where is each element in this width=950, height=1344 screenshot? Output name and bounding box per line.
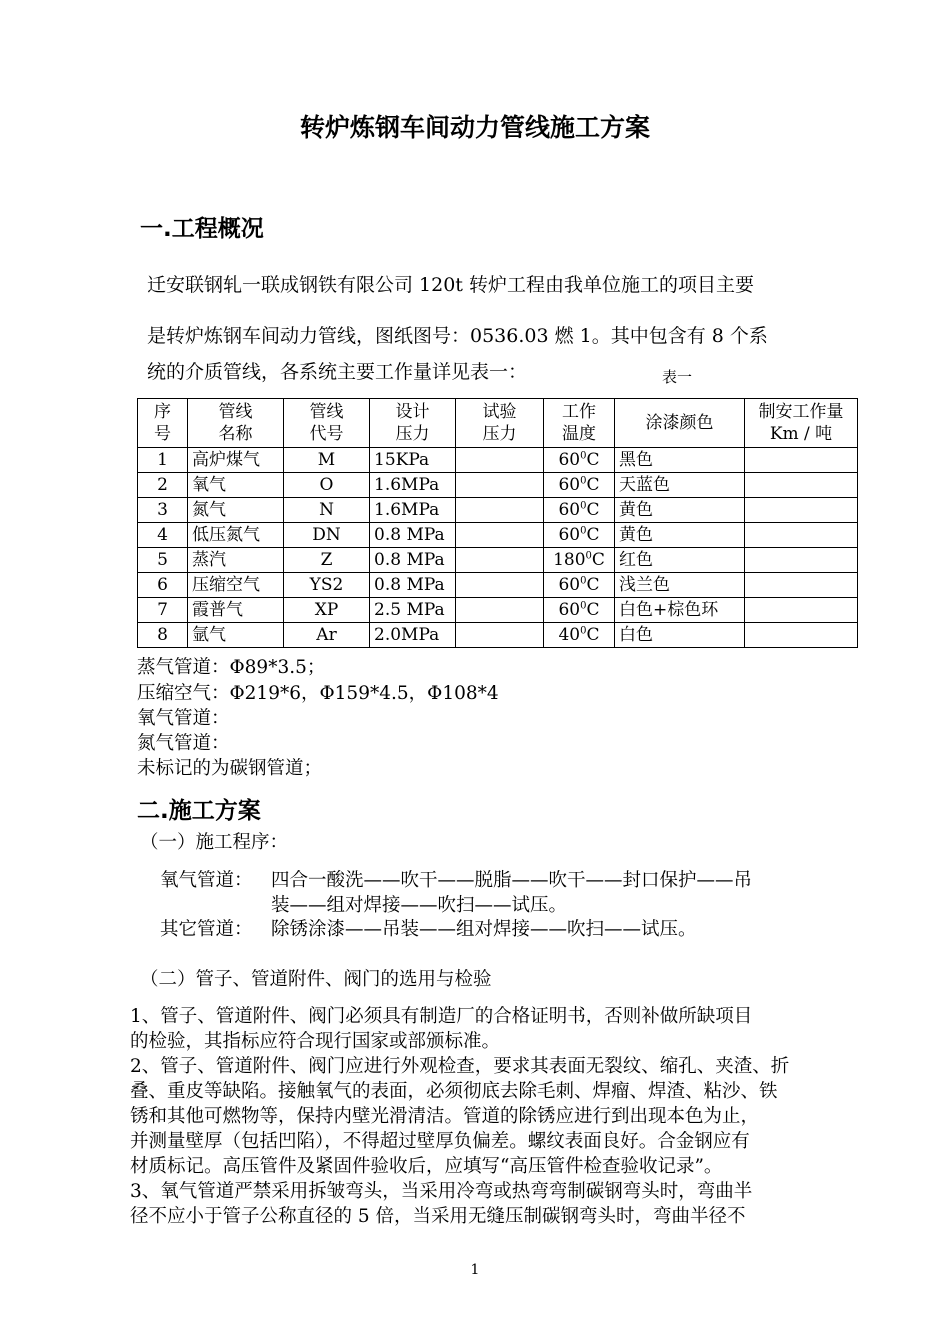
cell-design: 2.5 MPa bbox=[370, 598, 456, 623]
cell-code: N bbox=[284, 498, 370, 523]
header-paint-color: 涂漆颜色 bbox=[615, 399, 745, 448]
pipeline-workload-table bbox=[137, 398, 858, 648]
cell-code: M bbox=[284, 448, 370, 473]
header-code: 管线 代号 bbox=[284, 399, 370, 448]
cell-paint: 黑色 bbox=[615, 448, 745, 473]
cell-design: 2.0MPa bbox=[370, 623, 456, 648]
cell-design: 0.8 MPa bbox=[370, 523, 456, 548]
cell-name: 高炉煤气 bbox=[188, 448, 284, 473]
cell-seq: 7 bbox=[138, 598, 188, 623]
cell-temp: $60^0C$ bbox=[544, 473, 615, 498]
table-row bbox=[138, 473, 858, 498]
table-row bbox=[138, 548, 858, 573]
cell-seq: 5 bbox=[138, 548, 188, 573]
cell-name: 蒸汽 bbox=[188, 548, 284, 573]
cell-temp: $60^0C$ bbox=[544, 448, 615, 473]
cell-temp: $60^0C$ bbox=[544, 598, 615, 623]
note-unmarked-carbon-steel: 未标记的为碳钢管道； bbox=[137, 758, 323, 779]
page-number: 1 bbox=[470, 1262, 480, 1278]
note-steam-pipe: 蒸气管道：Φ89*3.5； bbox=[137, 657, 326, 678]
cell-paint: 黄色 bbox=[615, 498, 745, 523]
cell-seq: 6 bbox=[138, 573, 188, 598]
note-nitrogen-pipe: 氮气管道： bbox=[137, 733, 230, 754]
item2-line-5: 材质标记。高压管件及紧固件验收后，应填写“高压管件检查验收记录”。 bbox=[130, 1156, 723, 1177]
cell-work bbox=[745, 448, 858, 473]
cell-work bbox=[745, 598, 858, 623]
cell-name: 压缩空气 bbox=[188, 573, 284, 598]
cell-test bbox=[456, 523, 544, 548]
cell-code: O bbox=[284, 473, 370, 498]
cell-test bbox=[456, 448, 544, 473]
cell-name: 氮气 bbox=[188, 498, 284, 523]
cell-design: 0.8 MPa bbox=[370, 548, 456, 573]
cell-work bbox=[745, 623, 858, 648]
cell-paint: 浅兰色 bbox=[615, 573, 745, 598]
item2-line-1: 2、管子、管道附件、阀门应进行外观检查，要求其表面无裂纹、缩孔、夹渣、折 bbox=[130, 1056, 790, 1077]
cell-temp: $60^0C$ bbox=[544, 498, 615, 523]
cell-seq: 3 bbox=[138, 498, 188, 523]
cell-temp: $60^0C$ bbox=[544, 523, 615, 548]
overview-line-2: 是转炉炼钢车间动力管线，图纸图号：0536.03 燃 1。其中包含有 8 个系 bbox=[147, 325, 768, 347]
cell-name: 霞普气 bbox=[188, 598, 284, 623]
item2-line-3: 锈和其他可燃物等，保持内壁光滑清洁。管道的除锈应进行到出现本色为止， bbox=[130, 1106, 760, 1127]
table-row bbox=[138, 498, 858, 523]
header-seq: 序 号 bbox=[138, 399, 188, 448]
section2-heading: 二.施工方案 bbox=[137, 798, 261, 824]
header-work-temp: 工作 温度 bbox=[544, 399, 615, 448]
cell-test bbox=[456, 573, 544, 598]
item2-line-4: 并测量壁厚（包括凹陷），不得超过壁厚负偏差。螺纹表面良好。合金钢应有 bbox=[130, 1131, 750, 1152]
cell-paint: 白色+棕色环 bbox=[615, 598, 745, 623]
cell-work bbox=[745, 573, 858, 598]
cell-test bbox=[456, 598, 544, 623]
cell-paint: 白色 bbox=[615, 623, 745, 648]
note-compressed-air: 压缩空气：Φ219*6，Φ159*4.5，Φ108*4 bbox=[137, 683, 499, 704]
cell-name: 低压氮气 bbox=[188, 523, 284, 548]
cell-test bbox=[456, 473, 544, 498]
cell-code: YS2 bbox=[284, 573, 370, 598]
item2-line-2: 叠、重皮等缺陷。接触氧气的表面，必须彻底去除毛刺、焊瘤、焊渣、粘沙、铁 bbox=[130, 1081, 778, 1102]
cell-temp: $60^0C$ bbox=[544, 573, 615, 598]
section1-heading: 一.工程概况 bbox=[140, 216, 264, 242]
cell-name: 氧气 bbox=[188, 473, 284, 498]
table-row bbox=[138, 523, 858, 548]
table-row bbox=[138, 598, 858, 623]
item1-line-1: 1、管子、管道附件、阀门必须具有制造厂的合格证明书，否则补做所缺项目 bbox=[130, 1006, 753, 1027]
cell-test bbox=[456, 498, 544, 523]
cell-design: 0.8 MPa bbox=[370, 573, 456, 598]
cell-design: 15KPa bbox=[370, 448, 456, 473]
oxygen-procedure-line-2: 装——组对焊接——吹扫——试压。 bbox=[271, 895, 568, 916]
cell-code: Ar bbox=[284, 623, 370, 648]
header-test-pressure: 试验 压力 bbox=[456, 399, 544, 448]
overview-line-1: 迁安联钢轧一联成钢铁有限公司 120t 转炉工程由我单位施工的项目主要 bbox=[147, 274, 754, 296]
cell-work bbox=[745, 548, 858, 573]
cell-temp: $180^0C$ bbox=[544, 548, 615, 573]
oxygen-procedure-label: 氧气管道： bbox=[160, 870, 253, 891]
cell-seq: 1 bbox=[138, 448, 188, 473]
oxygen-procedure-line-1: 四合一酸洗——吹干——脱脂——吹干——封口保护——吊 bbox=[271, 870, 753, 891]
cell-design: 1.6MPa bbox=[370, 473, 456, 498]
cell-code: Z bbox=[284, 548, 370, 573]
other-procedure-label: 其它管道： bbox=[160, 919, 253, 940]
cell-work bbox=[745, 523, 858, 548]
table-row bbox=[138, 623, 858, 648]
header-design-pressure: 设计 压力 bbox=[370, 399, 456, 448]
item3-line-2: 径不应小于管子公称直径的 5 倍，当采用无缝压制碳钢弯头时，弯曲半径不 bbox=[130, 1206, 746, 1227]
table-header-row bbox=[138, 399, 858, 448]
cell-seq: 4 bbox=[138, 523, 188, 548]
cell-seq: 8 bbox=[138, 623, 188, 648]
cell-design: 1.6MPa bbox=[370, 498, 456, 523]
cell-work bbox=[745, 473, 858, 498]
cell-test bbox=[456, 548, 544, 573]
document-title: 转炉炼钢车间动力管线施工方案 bbox=[299, 113, 650, 142]
cell-seq: 2 bbox=[138, 473, 188, 498]
subsection-inspection: （二）管子、管道附件、阀门的选用与检验 bbox=[140, 969, 492, 990]
cell-name: 氩气 bbox=[188, 623, 284, 648]
cell-paint: 红色 bbox=[615, 548, 745, 573]
item3-line-1: 3、氧气管道严禁采用拆皱弯头，当采用冷弯或热弯弯制碳钢弯头时，弯曲半 bbox=[130, 1181, 753, 1202]
header-name: 管线 名称 bbox=[188, 399, 284, 448]
cell-code: XP bbox=[284, 598, 370, 623]
cell-work bbox=[745, 498, 858, 523]
cell-test bbox=[456, 623, 544, 648]
table-caption: 表一 bbox=[662, 368, 693, 386]
other-procedure-line: 除锈涂漆——吊装——组对焊接——吹扫——试压。 bbox=[271, 919, 697, 940]
table-row bbox=[138, 573, 858, 598]
header-workload: 制安工作量 Km / 吨 bbox=[745, 399, 858, 448]
subsection-procedure: （一）施工程序： bbox=[140, 832, 289, 853]
cell-paint: 黄色 bbox=[615, 523, 745, 548]
item1-line-2: 的检验，其指标应符合现行国家或部颁标准。 bbox=[130, 1031, 501, 1052]
cell-code: DN bbox=[284, 523, 370, 548]
table-row bbox=[138, 448, 858, 473]
cell-paint: 天蓝色 bbox=[615, 473, 745, 498]
note-oxygen-pipe: 氧气管道： bbox=[137, 708, 230, 729]
overview-line-3: 统的介质管线，各系统主要工作量详见表一： bbox=[147, 361, 528, 383]
cell-temp: $40^0C$ bbox=[544, 623, 615, 648]
